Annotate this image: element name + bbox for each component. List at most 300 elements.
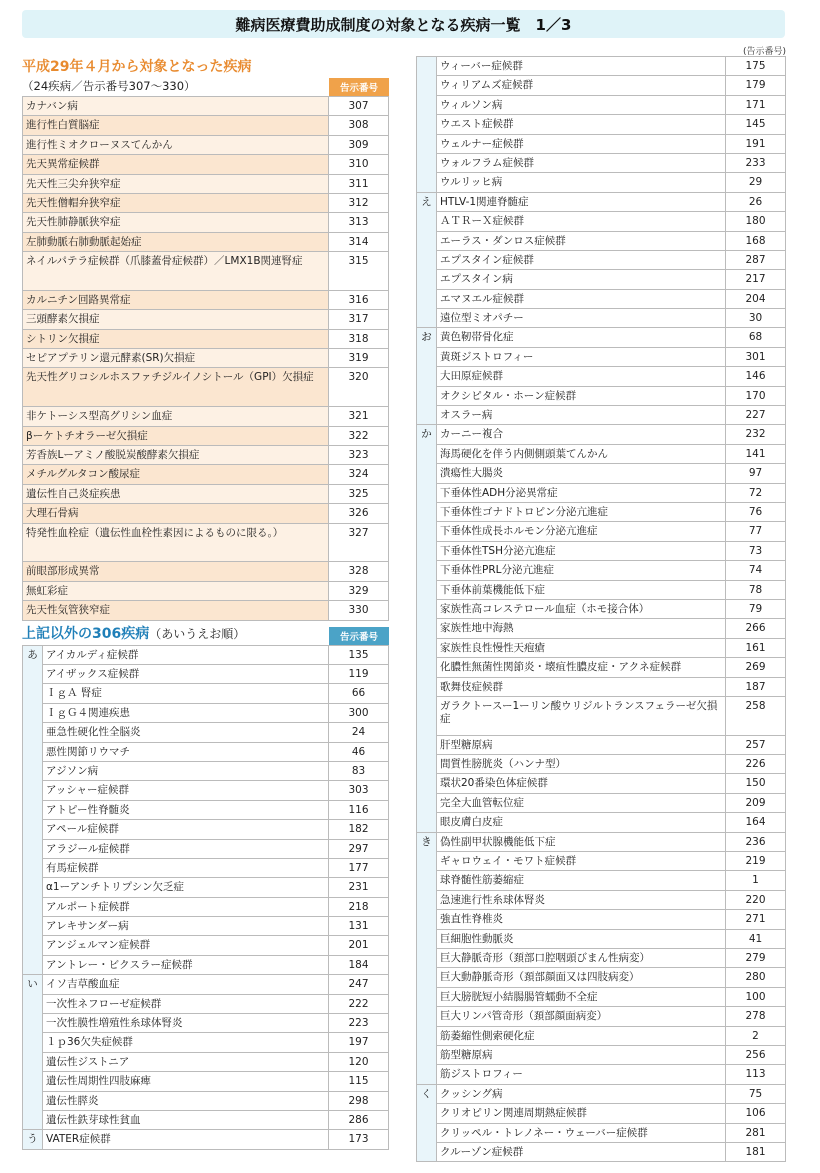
- table-row: [23, 446, 389, 465]
- section2-code-header: 告示番号: [329, 627, 389, 645]
- table-row: [23, 1033, 389, 1052]
- table-row: [23, 975, 389, 994]
- disease-name: シトリン欠損症: [23, 329, 329, 348]
- notification-number: 217: [726, 270, 786, 289]
- disease-name: ウルリッヒ病: [437, 173, 726, 192]
- disease-name: 遠位型ミオパチー: [437, 309, 726, 328]
- section2-right-table: [416, 56, 786, 1162]
- disease-name: 遺伝性周期性四肢麻痺: [43, 1072, 329, 1091]
- notification-number: 227: [726, 406, 786, 425]
- table-row: [417, 173, 786, 192]
- notification-number: 68: [726, 328, 786, 347]
- disease-name: イソ吉草酸血症: [43, 975, 329, 994]
- notification-number: 191: [726, 134, 786, 153]
- disease-name: 球脊髄性筋萎縮症: [437, 871, 726, 890]
- table-row: [417, 541, 786, 560]
- disease-name: クルーゾン症候群: [437, 1142, 726, 1161]
- notification-number: 322: [329, 426, 389, 445]
- table-row: [417, 658, 786, 677]
- table-row: [23, 310, 389, 329]
- notification-number: 113: [726, 1065, 786, 1084]
- notification-number: 320: [329, 368, 389, 407]
- disease-name: カルニチン回路異常症: [23, 290, 329, 309]
- disease-name: 下垂体前葉機能低下症: [437, 580, 726, 599]
- notification-number: 209: [726, 793, 786, 812]
- table-row: [23, 839, 389, 858]
- kana-group-label: か: [417, 425, 437, 832]
- notification-number: 106: [726, 1104, 786, 1123]
- notification-number: 187: [726, 677, 786, 696]
- disease-name: セピアプテリン還元酵素(SR)欠損症: [23, 349, 329, 368]
- section2-title: [22, 623, 245, 643]
- table-row: [417, 212, 786, 231]
- notification-number: 78: [726, 580, 786, 599]
- notification-number: 201: [329, 936, 389, 955]
- table-row: [23, 800, 389, 819]
- kana-group-label: う: [23, 1130, 43, 1149]
- disease-name: 先天異常症候群: [23, 155, 329, 174]
- notification-number: 258: [726, 696, 786, 735]
- table-row: [23, 994, 389, 1013]
- disease-name: 亜急性硬化性全脳炎: [43, 723, 329, 742]
- notification-number: 30: [726, 309, 786, 328]
- disease-name: βーケトチオラーゼ欠損症: [23, 426, 329, 445]
- notification-number: 313: [329, 213, 389, 232]
- notification-number: 231: [329, 878, 389, 897]
- table-row: [417, 1007, 786, 1026]
- notification-number: 266: [726, 619, 786, 638]
- disease-name: 筋型糖原病: [437, 1045, 726, 1064]
- disease-name: 肝型糖原病: [437, 735, 726, 754]
- table-row: [23, 232, 389, 251]
- disease-name: 大理石骨病: [23, 504, 329, 523]
- table-row: [417, 599, 786, 618]
- disease-name: ウィーバー症候群: [437, 57, 726, 76]
- table-row: [417, 270, 786, 289]
- table-row: [417, 638, 786, 657]
- notification-number: 317: [329, 310, 389, 329]
- notification-number: 66: [329, 684, 389, 703]
- table-row: [417, 774, 786, 793]
- table-row: [417, 153, 786, 172]
- table-row: [417, 192, 786, 211]
- notification-number: 307: [329, 97, 389, 116]
- table-row: [417, 580, 786, 599]
- disease-name: 遺伝性自己炎症疾患: [23, 484, 329, 503]
- disease-name: カーニー複合: [437, 425, 726, 444]
- disease-name: 進行性白質脳症: [23, 116, 329, 135]
- notification-number: 197: [329, 1033, 389, 1052]
- disease-name: ウィリアムズ症候群: [437, 76, 726, 95]
- notification-number: 161: [726, 638, 786, 657]
- table-row: [417, 1045, 786, 1064]
- notification-number: 281: [726, 1123, 786, 1142]
- table-row: [23, 601, 389, 620]
- table-row: [417, 1142, 786, 1161]
- notification-number: 314: [329, 232, 389, 251]
- table-row: [23, 1130, 389, 1149]
- disease-name: α1ーアンチトリプシン欠乏症: [43, 878, 329, 897]
- table-row: [417, 76, 786, 95]
- disease-name: アッシャー症候群: [43, 781, 329, 800]
- notification-number: 170: [726, 386, 786, 405]
- disease-name: 有馬症候群: [43, 858, 329, 877]
- notification-number: 179: [726, 76, 786, 95]
- disease-name: 一次性膜性増殖性糸球体腎炎: [43, 1014, 329, 1033]
- kana-group-label: き: [417, 832, 437, 1084]
- disease-name: オクシピタル・ホーン症候群: [437, 386, 726, 405]
- notification-number: 120: [329, 1052, 389, 1071]
- section2-header: [22, 623, 389, 645]
- table-row: [417, 813, 786, 832]
- disease-name: エマヌエル症候群: [437, 289, 726, 308]
- table-row: [417, 735, 786, 754]
- table-row: [23, 155, 389, 174]
- table-row: [23, 1052, 389, 1071]
- notification-number: 173: [329, 1130, 389, 1149]
- code-note: (告示番号): [742, 47, 786, 57]
- disease-name: アントレー・ビクスラー症候群: [43, 955, 329, 974]
- notification-number: 286: [329, 1110, 389, 1129]
- disease-name: HTLV-1関連脊髄症: [437, 192, 726, 211]
- table-row: [417, 134, 786, 153]
- table-row: [417, 309, 786, 328]
- disease-name: 下垂体性TSH分泌亢進症: [437, 541, 726, 560]
- table-row: [417, 871, 786, 890]
- notification-number: 278: [726, 1007, 786, 1026]
- table-row: [23, 504, 389, 523]
- notification-number: 175: [726, 57, 786, 76]
- table-row: [417, 367, 786, 386]
- table-row: [23, 820, 389, 839]
- table-row: [23, 781, 389, 800]
- table-row: [417, 115, 786, 134]
- table-row: [417, 483, 786, 502]
- table-row: [23, 761, 389, 780]
- notification-number: 181: [726, 1142, 786, 1161]
- notification-number: 74: [726, 561, 786, 580]
- notification-number: 75: [726, 1084, 786, 1103]
- disease-name: ネイルパテラ症候群（爪膝蓋骨症候群）／LMX1B関連腎症: [23, 252, 329, 291]
- disease-name: 潰瘍性大腸炎: [437, 464, 726, 483]
- table-row: [417, 328, 786, 347]
- notification-number: 223: [329, 1014, 389, 1033]
- table-row: [23, 484, 389, 503]
- table-row: [417, 57, 786, 76]
- notification-number: 100: [726, 987, 786, 1006]
- table-row: [417, 347, 786, 366]
- kana-group-label: え: [417, 192, 437, 328]
- disease-name: 間質性膀胱炎（ハンナ型）: [437, 755, 726, 774]
- disease-name: アジソン病: [43, 761, 329, 780]
- disease-name: 巨細胞性動脈炎: [437, 929, 726, 948]
- table-row: [23, 426, 389, 445]
- table-row: [417, 852, 786, 871]
- table-row: [23, 664, 389, 683]
- section2-left-table: [22, 645, 389, 1150]
- kana-group-label: く: [417, 1084, 437, 1162]
- table-row: [23, 252, 389, 291]
- table-row: [23, 703, 389, 722]
- disease-name: クッシング病: [437, 1084, 726, 1103]
- disease-name: 先天性僧帽弁狭窄症: [23, 193, 329, 212]
- disease-name: 筋ジストロフィー: [437, 1065, 726, 1084]
- notification-number: 309: [329, 135, 389, 154]
- disease-name: 急速進行性糸球体腎炎: [437, 890, 726, 909]
- notification-number: 150: [726, 774, 786, 793]
- table-row: [23, 290, 389, 309]
- notification-number: 164: [726, 813, 786, 832]
- disease-name: 無虹彩症: [23, 581, 329, 600]
- table-row: [23, 581, 389, 600]
- notification-number: 2: [726, 1026, 786, 1045]
- notification-number: 301: [726, 347, 786, 366]
- notification-number: 168: [726, 231, 786, 250]
- table-row: [23, 684, 389, 703]
- disease-name: 完全大血管転位症: [437, 793, 726, 812]
- disease-name: 巨大静脈奇形（頚部口腔咽頭びまん性病変）: [437, 948, 726, 967]
- disease-name: アンジェルマン症候群: [43, 936, 329, 955]
- disease-name: オスラー病: [437, 406, 726, 425]
- notification-number: 298: [329, 1091, 389, 1110]
- notification-number: 315: [329, 252, 389, 291]
- disease-name: 先天性三尖弁狭窄症: [23, 174, 329, 193]
- disease-name: 歌舞伎症候群: [437, 677, 726, 696]
- disease-name: 強直性脊椎炎: [437, 910, 726, 929]
- notification-number: 256: [726, 1045, 786, 1064]
- table-row: [417, 677, 786, 696]
- table-row: [417, 968, 786, 987]
- notification-number: 146: [726, 367, 786, 386]
- table-row: [23, 955, 389, 974]
- table-row: [417, 929, 786, 948]
- disease-name: 下垂体性PRL分泌亢進症: [437, 561, 726, 580]
- disease-name: 前眼部形成異常: [23, 562, 329, 581]
- table-row: [417, 231, 786, 250]
- disease-name: ＩｇＧ４関連疾患: [43, 703, 329, 722]
- table-row: [23, 936, 389, 955]
- notification-number: 26: [726, 192, 786, 211]
- table-row: [417, 1123, 786, 1142]
- disease-name: 海馬硬化を伴う内側側頭葉てんかん: [437, 444, 726, 463]
- disease-name: ＩｇＡ 腎症: [43, 684, 329, 703]
- table-row: [417, 444, 786, 463]
- table-row: [23, 349, 389, 368]
- notification-number: 180: [726, 212, 786, 231]
- table-row: [417, 1084, 786, 1103]
- section1-title: 平成29年４月から対象となった疾病: [22, 59, 252, 75]
- table-row: [23, 1072, 389, 1091]
- table-row: [23, 213, 389, 232]
- notification-number: 135: [329, 645, 389, 664]
- disease-name: 巨大動静脈奇形（頚部顔面又は四肢病変）: [437, 968, 726, 987]
- disease-name: ウエスト症候群: [437, 115, 726, 134]
- notification-number: 328: [329, 562, 389, 581]
- notification-number: 323: [329, 446, 389, 465]
- table-row: [417, 793, 786, 812]
- disease-name: メチルグルタコン酸尿症: [23, 465, 329, 484]
- section1-code-header: 告示番号: [329, 78, 389, 96]
- disease-name: エプスタイン症候群: [437, 250, 726, 269]
- section1-table: [22, 96, 389, 621]
- notification-number: 171: [726, 95, 786, 114]
- notification-number: 73: [726, 541, 786, 560]
- disease-name: 一次性ネフローゼ症候群: [43, 994, 329, 1013]
- disease-name: １ｐ36欠失症候群: [43, 1033, 329, 1052]
- notification-number: 29: [726, 173, 786, 192]
- disease-name: 家族性地中海熱: [437, 619, 726, 638]
- notification-number: 131: [329, 917, 389, 936]
- disease-name: エーラス・ダンロス症候群: [437, 231, 726, 250]
- disease-name: アラジール症候群: [43, 839, 329, 858]
- disease-name: 化膿性無菌性関節炎・壊疽性膿皮症・アクネ症候群: [437, 658, 726, 677]
- page-title: 難病医療費助成制度の対象となる疾病一覧 1／3: [22, 10, 785, 38]
- table-row: [417, 425, 786, 444]
- disease-name: カナバン病: [23, 97, 329, 116]
- notification-number: 300: [329, 703, 389, 722]
- table-row: [417, 522, 786, 541]
- disease-name: 非ケトーシス型高グリシン血症: [23, 407, 329, 426]
- table-row: [23, 368, 389, 407]
- disease-name: 下垂体性ADH分泌異常症: [437, 483, 726, 502]
- right-column: [416, 44, 786, 1162]
- section2-title-main: 上記以外の306疾病: [22, 625, 150, 642]
- notification-number: 312: [329, 193, 389, 212]
- disease-name: 黄色靭帯骨化症: [437, 328, 726, 347]
- disease-name: 環状20番染色体症候群: [437, 774, 726, 793]
- table-row: [23, 135, 389, 154]
- kana-group-label: あ: [23, 645, 43, 975]
- notification-number: 72: [726, 483, 786, 502]
- notification-number: 182: [329, 820, 389, 839]
- notification-number: 145: [726, 115, 786, 134]
- notification-number: 279: [726, 948, 786, 967]
- table-row: [417, 910, 786, 929]
- notification-number: 219: [726, 852, 786, 871]
- notification-number: 119: [329, 664, 389, 683]
- disease-name: 遺伝性ジストニア: [43, 1052, 329, 1071]
- disease-name: 遺伝性鉄芽球性貧血: [43, 1110, 329, 1129]
- notification-number: 24: [329, 723, 389, 742]
- notification-number: 232: [726, 425, 786, 444]
- notification-number: 115: [329, 1072, 389, 1091]
- disease-name: 家族性良性慢性天疱瘡: [437, 638, 726, 657]
- kana-group-label: お: [417, 328, 437, 425]
- notification-number: 327: [329, 523, 389, 562]
- table-row: [23, 1014, 389, 1033]
- disease-name: ガラクトースー1ーリン酸ウリジルトランスフェラーゼ欠損症: [437, 696, 726, 735]
- notification-number: 324: [329, 465, 389, 484]
- disease-name: アルポート症候群: [43, 897, 329, 916]
- notification-number: 271: [726, 910, 786, 929]
- notification-number: 321: [329, 407, 389, 426]
- disease-name: 進行性ミオクローヌスてんかん: [23, 135, 329, 154]
- notification-number: 325: [329, 484, 389, 503]
- disease-name: アイカルディ症候群: [43, 645, 329, 664]
- notification-number: 77: [726, 522, 786, 541]
- disease-name: 家族性高コレステロール血症（ホモ接合体）: [437, 599, 726, 618]
- disease-name: 下垂体性成長ホルモン分泌亢進症: [437, 522, 726, 541]
- table-row: [417, 948, 786, 967]
- disease-name: 悪性関節リウマチ: [43, 742, 329, 761]
- table-row: [23, 562, 389, 581]
- table-row: [417, 755, 786, 774]
- table-row: [417, 987, 786, 1006]
- table-row: [417, 289, 786, 308]
- disease-name: アペール症候群: [43, 820, 329, 839]
- disease-name: 先天性気管狭窄症: [23, 601, 329, 620]
- table-row: [23, 465, 389, 484]
- disease-name: ギャロウェイ・モワト症候群: [437, 852, 726, 871]
- disease-name: 特発性血栓症（遺伝性血栓性素因によるものに限る。）: [23, 523, 329, 562]
- notification-number: 220: [726, 890, 786, 909]
- disease-name: 眼皮膚白皮症: [437, 813, 726, 832]
- kana-group-label: [417, 57, 437, 193]
- notification-number: 116: [329, 800, 389, 819]
- table-row: [23, 193, 389, 212]
- notification-number: 233: [726, 153, 786, 172]
- table-row: [417, 95, 786, 114]
- table-row: [23, 97, 389, 116]
- kana-group-label: い: [23, 975, 43, 1130]
- table-row: [417, 1026, 786, 1045]
- table-row: [23, 116, 389, 135]
- notification-number: 184: [329, 955, 389, 974]
- disease-name: クリッペル・トレノネー・ウェーバー症候群: [437, 1123, 726, 1142]
- notification-number: 310: [329, 155, 389, 174]
- notification-number: 141: [726, 444, 786, 463]
- table-row: [417, 1065, 786, 1084]
- disease-name: 大田原症候群: [437, 367, 726, 386]
- notification-number: 280: [726, 968, 786, 987]
- table-row: [417, 386, 786, 405]
- notification-number: 218: [329, 897, 389, 916]
- notification-number: 226: [726, 755, 786, 774]
- table-row: [23, 407, 389, 426]
- notification-number: 326: [329, 504, 389, 523]
- disease-name: 遺伝性膵炎: [43, 1091, 329, 1110]
- notification-number: 269: [726, 658, 786, 677]
- notification-number: 330: [329, 601, 389, 620]
- notification-number: 297: [329, 839, 389, 858]
- table-row: [23, 917, 389, 936]
- notification-number: 79: [726, 599, 786, 618]
- disease-name: 巨大膀胱短小結腸腸管蠕動不全症: [437, 987, 726, 1006]
- table-row: [23, 523, 389, 562]
- table-row: [23, 1110, 389, 1129]
- disease-name: アイザックス症候群: [43, 664, 329, 683]
- notification-number: 318: [329, 329, 389, 348]
- notification-number: 329: [329, 581, 389, 600]
- notification-number: 204: [726, 289, 786, 308]
- table-row: [417, 1104, 786, 1123]
- disease-name: ウォルフラム症候群: [437, 153, 726, 172]
- notification-number: 316: [329, 290, 389, 309]
- table-row: [417, 619, 786, 638]
- disease-name: 芳香族Lーアミノ酸脱炭酸酵素欠損症: [23, 446, 329, 465]
- disease-name: VATER症候群: [43, 1130, 329, 1149]
- table-row: [417, 250, 786, 269]
- notification-number: 83: [329, 761, 389, 780]
- disease-name: 偽性副甲状腺機能低下症: [437, 832, 726, 851]
- disease-name: エプスタイン病: [437, 270, 726, 289]
- notification-number: 303: [329, 781, 389, 800]
- notification-number: 177: [329, 858, 389, 877]
- table-row: [417, 502, 786, 521]
- section1-subtitle: （24疾病／告示番号307～330）: [22, 79, 196, 93]
- section2-title-suffix: （あいうえお順）: [149, 626, 246, 641]
- notification-number: 319: [329, 349, 389, 368]
